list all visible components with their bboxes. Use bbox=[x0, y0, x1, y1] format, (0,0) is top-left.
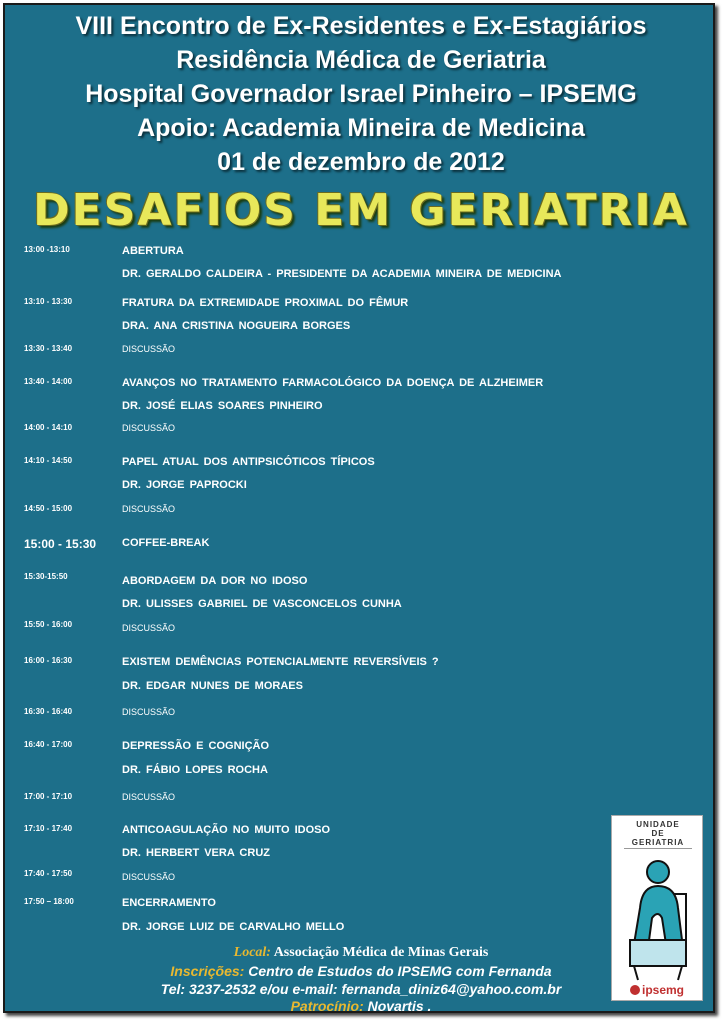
schedule-time: 14:50 - 15:00 bbox=[24, 504, 73, 513]
hospital-name: Hospital Governador Israel Pinheiro – IPSEMG bbox=[85, 80, 637, 108]
program-name: Residência Médica de Geriatria bbox=[176, 46, 546, 74]
session-title: ANTICOAGULAÇÃO NO MUITO IDOSO bbox=[122, 824, 331, 836]
schedule-time: 16:40 - 17:00 bbox=[24, 740, 73, 749]
schedule-time: 13:10 - 13:30 bbox=[24, 297, 73, 306]
ipsemg-text: ipsemg bbox=[642, 983, 685, 997]
logo-line-2: DE bbox=[651, 829, 665, 838]
schedule-time: 17:40 - 17:50 bbox=[24, 869, 73, 878]
venue-line bbox=[5, 944, 715, 962]
sponsor-value: Novartis . bbox=[363, 998, 432, 1013]
schedule-time: 16:00 - 16:30 bbox=[24, 656, 73, 665]
schedule-time: 15:30-15:50 bbox=[24, 572, 68, 581]
event-date: 01 de dezembro de 2012 bbox=[217, 148, 505, 176]
schedule-time: 14:10 - 14:50 bbox=[24, 456, 73, 465]
schedule-time: 17:10 - 17:40 bbox=[24, 824, 73, 833]
schedule-time: 13:30 - 13:40 bbox=[24, 344, 73, 353]
logo-line-1: UNIDADE bbox=[636, 820, 680, 829]
ipsemg-icon bbox=[630, 985, 640, 995]
registration-line bbox=[5, 962, 715, 980]
session-speaker: DR. EDGAR NUNES DE MORAES bbox=[122, 680, 303, 692]
session-speaker: DR. HERBERT VERA CRUZ bbox=[122, 847, 270, 859]
session-title: DEPRESSÃO E COGNIÇÃO bbox=[122, 740, 270, 752]
discussion-label: DISCUSSÃO bbox=[122, 623, 176, 633]
schedule-time: 13:40 - 14:00 bbox=[24, 377, 73, 386]
venue-value: Associação Médica de Minas Gerais bbox=[270, 945, 489, 960]
discussion-label: DISCUSSÃO bbox=[122, 504, 176, 514]
session-title: ABORDAGEM DA DOR NO IDOSO bbox=[122, 575, 308, 587]
session-speaker: DR. ULISSES GABRIEL DE VASCONCELOS CUNHA bbox=[122, 598, 402, 610]
session-title: ENCERRAMENTO bbox=[122, 897, 216, 909]
schedule-time: 15:00 - 15:30 bbox=[24, 537, 97, 551]
logo-line-3: GERIATRIA bbox=[631, 838, 685, 847]
schedule-time: 14:00 - 14:10 bbox=[24, 423, 73, 432]
support-line: Apoio: Academia Mineira de Medicina bbox=[137, 114, 585, 142]
sponsor-label: Patrocínio: bbox=[290, 998, 364, 1013]
session-speaker: DRA. ANA CRISTINA NOGUEIRA BORGES bbox=[122, 320, 351, 332]
registration-label: Inscrições: bbox=[170, 963, 245, 979]
sponsor-line bbox=[5, 997, 715, 1013]
event-title: VIII Encontro de Ex-Residentes e Ex-Estagiários bbox=[75, 12, 647, 40]
session-title: ABERTURA bbox=[122, 245, 184, 257]
session-title: FRATURA DA EXTREMIDADE PROXIMAL DO FÊMUR bbox=[122, 297, 409, 309]
coffee-break-label: COFFEE-BREAK bbox=[122, 537, 210, 549]
session-speaker: DR. JOSÉ ELIAS SOARES PINHEIRO bbox=[122, 400, 323, 412]
ipsemg-brand bbox=[630, 983, 684, 997]
schedule-time: 17:50 – 18:00 bbox=[24, 897, 74, 906]
session-speaker: DR. JORGE PAPROCKI bbox=[122, 479, 247, 491]
discussion-label: DISCUSSÃO bbox=[122, 872, 176, 882]
session-title: AVANÇOS NO TRATAMENTO FARMACOLÓGICO DA DOENÇA DE ALZHEIMER bbox=[122, 377, 544, 389]
contact-line: Tel: 3237-2532 e/ou e-mail: fernanda_diniz64@yahoo.com.br bbox=[160, 981, 562, 997]
venue-label: Local: bbox=[233, 945, 271, 960]
session-speaker: DR. GERALDO CALDEIRA - PRESIDENTE DA ACADEMIA MINEIRA DE MEDICINA bbox=[122, 268, 562, 280]
session-speaker: DR. FÁBIO LOPES ROCHA bbox=[122, 764, 268, 776]
schedule-time: 15:50 - 16:00 bbox=[24, 620, 73, 629]
discussion-label: DISCUSSÃO bbox=[122, 344, 176, 354]
discussion-label: DISCUSSÃO bbox=[122, 707, 176, 717]
session-title: EXISTEM DEMÊNCIAS POTENCIALMENTE REVERSÍVEIS ? bbox=[122, 656, 439, 668]
main-title: DESAFIOS EM GERIATRIA bbox=[33, 185, 689, 236]
schedule-time: 16:30 - 16:40 bbox=[24, 707, 73, 716]
poster bbox=[3, 3, 715, 1013]
session-speaker: DR. JORGE LUIZ DE CARVALHO MELLO bbox=[122, 921, 345, 933]
registration-value: Centro de Estudos do IPSEMG com Fernanda bbox=[244, 963, 552, 979]
elderly-figure-icon bbox=[612, 848, 704, 988]
session-title: PAPEL ATUAL DOS ANTIPSICÓTICOS TÍPICOS bbox=[122, 456, 375, 468]
geriatria-unit-logo bbox=[611, 815, 703, 1001]
discussion-label: DISCUSSÃO bbox=[122, 423, 176, 433]
discussion-label: DISCUSSÃO bbox=[122, 792, 176, 802]
schedule-time: 17:00 - 17:10 bbox=[24, 792, 73, 801]
schedule-time: 13:00 -13:10 bbox=[24, 245, 70, 254]
